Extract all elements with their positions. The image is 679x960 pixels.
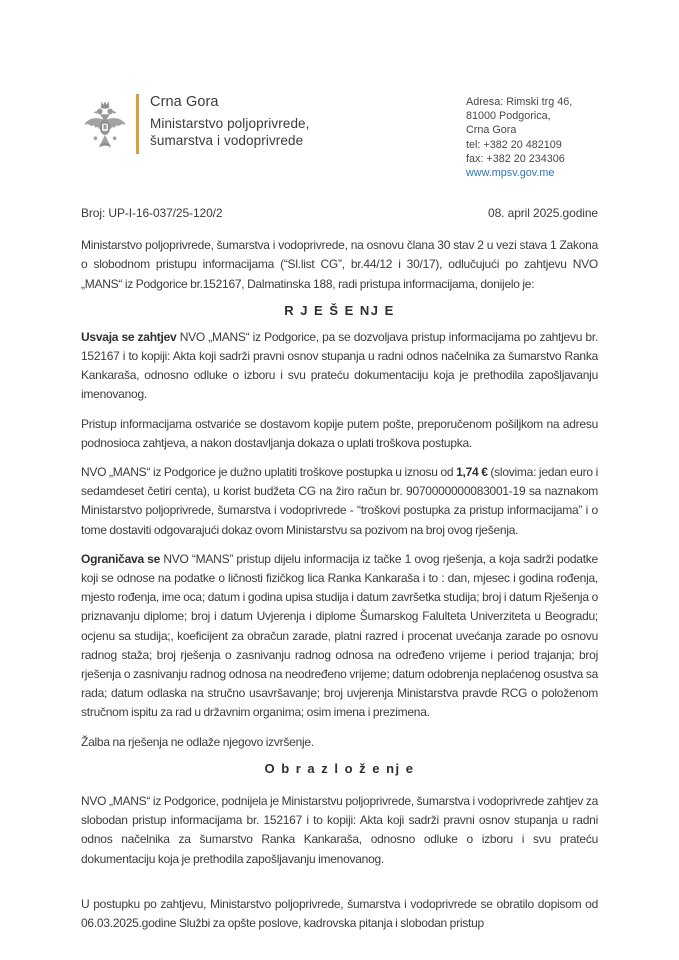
address-line-street: Adresa: Rimski trg 46, (466, 96, 573, 108)
address-line-tel: tel: +382 20 482109 (466, 138, 562, 151)
restriction-bold-run: Ograničava se (81, 551, 161, 566)
decision-paragraph-costs (81, 463, 598, 540)
rationale-paragraph-procedure: U postupku po zahtjevu, Ministarstvo poljoprivrede, šumarstva i vodoprivrede se obratilo dopisom od 06.03.2025.godine Službi za opšte poslove, kadrovska pitanja i slobodan pristup (81, 896, 598, 930)
costs-amount-bold: 1,74 € (456, 465, 488, 480)
ministry-block (150, 92, 310, 149)
decision-paragraph-delivery: Pristup informacijama ostvariće se dostavom kopije putem pošte, preporučenom pošiljkom na adresu podnosioca zahtjeva, a nakon dostavljanja dokaza o uplati troškova postupka. (81, 416, 598, 450)
rationale-heading: O b r a z l o ž e nj e (264, 760, 415, 776)
grant-text-run: NVO „MANS“ iz Podgorice, pa se dozvoljava pristup informacijama po zahtjevu br. 152167 i to kopiji: Akta koji sadrži pravni osnov stupanja u radni odnos načelnika za šumarstvo Ranka Kankaraša, odnosno odluke o izboru i svu prateću dokumentaciju koja je prethodila zapošljavanju imenovanog. (81, 329, 598, 402)
org-country: Crna Gora (150, 94, 219, 110)
montenegro-coat-of-arms-icon (81, 93, 129, 169)
website-link[interactable]: www.mpsv.gov.me (466, 167, 555, 180)
rationale-paragraph-request: NVO „MANS“ iz Podgorice, podnijela je Ministarstvu poljoprivrede, šumarstva i vodoprivrede zahtjev za slobodan pristup informacijama br. 152167 i to kopiji: Akta koji sadrži pravni osnov stupanja u radni odnos načelnika za šumarstvo Ranka Kankaraša, odnosno odluke o izboru i svu prateću dokumentaciju koja je prethodila zapošljavanju imenovanog. (81, 793, 598, 866)
address-block (466, 92, 598, 180)
grant-bold-run: Usvaja se zahtjev (81, 329, 177, 344)
document-date: 08. april 2025.godine (488, 206, 598, 221)
address-line-city: 81000 Podgorica, (466, 110, 551, 123)
reference-row (81, 206, 598, 220)
decision-paragraph-restriction (81, 550, 598, 723)
costs-text-after: (slovima: jedan euro i sedamdeset četiri centa), u korist budžeta CG na žiro račun br. 9070000000083001-19 sa naznakom Ministarstvo poljoprivrede, šumarstva i vodoprivrede - “troškovi postupka za pristup informacijama” i o tome dostaviti odgovarajući dokaz ovom Ministarstvu sa pozivom na broj ovog rješenja. (81, 465, 599, 537)
org-name-line2: šumarstva i vodoprivrede (150, 133, 304, 148)
case-number: Broj: UP-I-16-037/25-120/2 (81, 206, 223, 221)
decision-heading: R J E Š E NJ E (284, 302, 395, 318)
address-line-country: Crna Gora (466, 124, 517, 137)
letterhead (81, 92, 598, 180)
address-line-fax: fax: +382 20 234306 (466, 152, 565, 165)
costs-text-before: NVO „MANS“ iz Podgorice je dužno uplatiti troškove postupka u iznosu od (81, 465, 457, 480)
org-name-line1: Ministarstvo poljoprivrede, (150, 116, 310, 131)
letterhead-divider (136, 94, 139, 154)
decision-paragraph-appeal: Žalba na rješenja ne odlaže njegovo izvršenje. (81, 734, 314, 749)
restriction-text-run: NVO “MANS” pristup dijelu informacija iz tačke 1 ovog rješenja, a koja sadrži podatke koji se odnose na podatke o ličnosti fizičkog lica Ranka Kankaraša i to : dan, mjesec i godina rođenja, mjesto rođenja, ime oca; datum i godina upisa studija i datum završetka studija; broj i datum Rješenja o priznavanju diplome; broj i datum Uvjerenja i diplome Šumarskog Falulteta Univerziteta u Beogradu; ocjenu sa studija;, koeficijent za obračun zarade, platni razred i procenat uvećanja zarade po osnovu radnog staža; broj rješenja o zasnivanju radnog odnosa na određeno vrijeme i period trajanja; broj rješenja o zasnivanju radnog odnosa na neodređeno vrijeme; datum odobrenja neplaćenog osustva sa rada; datum odlaska na stručno usavršavanje; broj uvjerenja Ministarstva pravde RCG o položenom stručnom ispitu za rad u državnim organima; osim imena i prezimena. (81, 551, 598, 720)
decision-paragraph-grant (81, 328, 598, 405)
intro-paragraph: Ministarstvo poljoprivrede, šumarstva i vodoprivrede, na osnovu člana 30 stav 2 u vezi stava 1 Zakona o slobodnom pristupu informacijama (“Sl.list CG”, br.44/12 i 30/17), odlučujući po zahtjevu NVO „MANS“ iz Podgorice br.152167, Dalmatinska 188, radi pristupa informacijama, donijelo je: (81, 238, 598, 291)
